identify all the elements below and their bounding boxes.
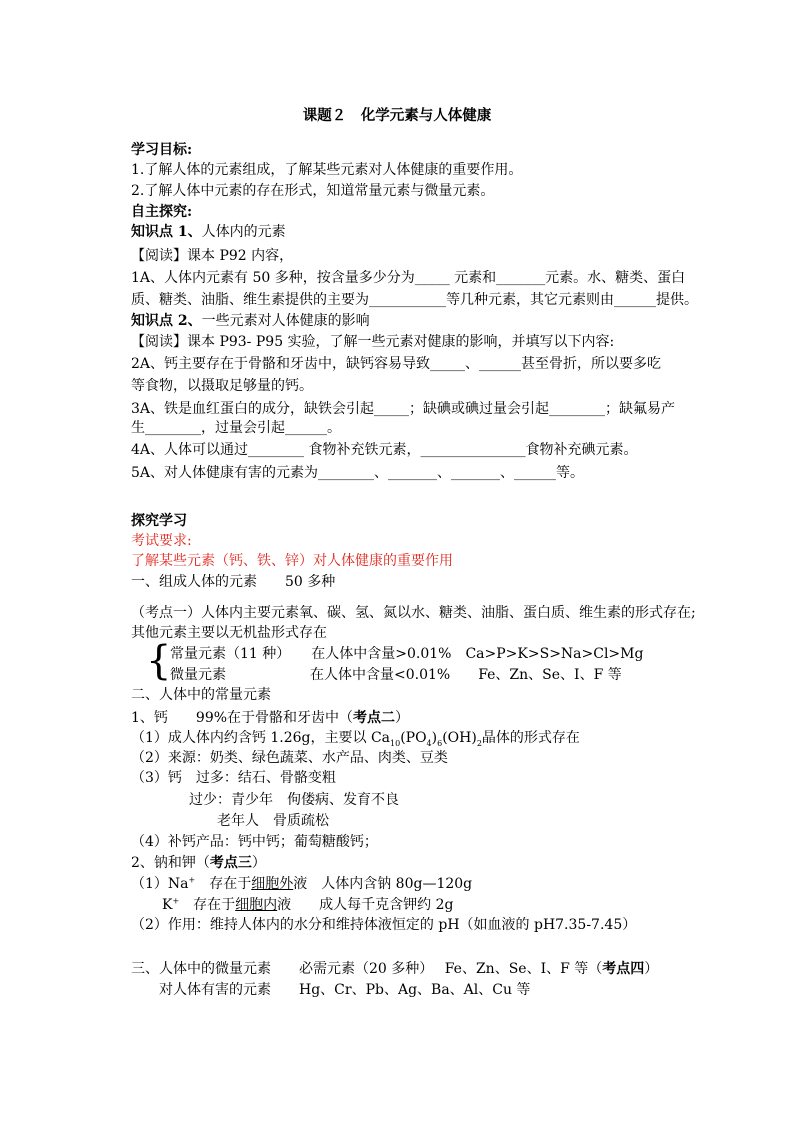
question-1b: 质、糖类、油脂、维生素提供的主要为___________等几种元素，其它元素则由______提供。 bbox=[131, 292, 698, 308]
sodium-line bbox=[131, 874, 472, 894]
ca1-mid2: ) bbox=[431, 730, 438, 746]
calcium-heading bbox=[131, 708, 409, 728]
kp1-text: 人体内的元素 bbox=[201, 224, 286, 240]
section-2-heading: 二、人体中的常量元素 bbox=[131, 687, 271, 703]
calcium-item-3a: （3）钙 过多：结石、骨骼变粗 bbox=[131, 770, 336, 786]
sodium-potassium-heading bbox=[131, 853, 266, 873]
question-4: 4A、人体可以通过________ 食物补充铁元素，_______________食物补充碘元素。 bbox=[131, 442, 638, 458]
read-instruction-2: 【阅读】课本 P93- P95 实验，了解一些元素对健康的影响，并填写以下内容: bbox=[131, 334, 615, 350]
study-heading: 探究学习 bbox=[131, 513, 187, 529]
nak-head: 2、钠和钾（ bbox=[131, 855, 210, 871]
k-mid: 存在于 bbox=[179, 897, 236, 913]
question-3a: 3A、铁是血红蛋白的成分，缺铁会引起_____；缺碘或碘过量会引起________；缺氟易产 bbox=[131, 401, 676, 417]
ca1-sub2: 4 bbox=[426, 738, 432, 748]
trace-elements-line: 微量元素 在人体中含量<0.01% Fe、Zn、Se、I、F 等 bbox=[170, 667, 622, 683]
nak-tail: ） bbox=[251, 855, 266, 871]
s3-tail: ） bbox=[644, 961, 659, 977]
kp2-text: 一些元素对人体健康的影响 bbox=[201, 313, 370, 329]
brace-symbol: { bbox=[146, 638, 172, 684]
calcium-item-4: （4）补钙产品：钙中钙；葡萄糖酸钙； bbox=[131, 834, 378, 850]
na-underlined: 细胞外 bbox=[251, 876, 294, 892]
potassium-line bbox=[162, 895, 454, 915]
s3-pre: 三、人体中的微量元素 必需元素（20 多种） Fe、Zn、Se、I、F 等（ bbox=[131, 961, 603, 977]
k-sup: + bbox=[172, 896, 180, 906]
ca1-sub3: 6 bbox=[437, 738, 443, 748]
ca1-sub4: 2 bbox=[476, 738, 482, 748]
ca1-post: 晶体的形式存在 bbox=[481, 730, 580, 746]
na-mid: 存在于 bbox=[195, 876, 252, 892]
question-2b: 等食物，以摄取足够量的钙。 bbox=[131, 378, 313, 394]
calcium-item-1 bbox=[131, 728, 580, 748]
goal-item-1: 1.了解人体的元素组成，了解某些元素对人体健康的重要作用。 bbox=[131, 162, 523, 178]
exam-point-3-label: 考点三 bbox=[209, 855, 252, 871]
k-post: 液 成人每千克含钾约 2g bbox=[277, 897, 454, 913]
question-5: 5A、对人体健康有害的元素为________、_______、_______、______等。 bbox=[131, 465, 585, 481]
exam-point-1: （考点一）人体内主要元素氧、碳、氢、氮以水、糖类、油脂、蛋白质、维生素的形式存在; bbox=[131, 605, 696, 621]
harmful-elements-line: 对人体有害的元素 Hg、Cr、Pb、Ag、Ba、Al、Cu 等 bbox=[159, 982, 531, 998]
knowledge-point-2 bbox=[131, 311, 370, 331]
exam-requirement-label: 考试要求: bbox=[131, 533, 192, 549]
kp2-label: 知识点 2、 bbox=[131, 313, 202, 329]
question-3b: 生________，过量会引起______。 bbox=[131, 420, 341, 436]
calcium-item-2: （2）来源：奶类、绿色蔬菜、水产品、肉类、豆类 bbox=[131, 750, 448, 766]
explore-heading: 自主探究: bbox=[131, 204, 193, 220]
section-1-heading: 一、组成人体的元素 50 多种 bbox=[131, 574, 336, 590]
na-sup: + bbox=[188, 875, 196, 885]
question-2a: 2A、钙主要存在于骨骼和牙齿中，缺钙容易导致_____、______甚至骨折，所以要多吃 bbox=[131, 356, 662, 372]
calcium-item-3c: 老年人 骨质疏松 bbox=[217, 813, 329, 829]
ca1-sub1: 10 bbox=[390, 738, 401, 748]
na-post: 液 人体内含钠 80g—120g bbox=[293, 876, 473, 892]
read-instruction-1: 【阅读】课本 P92 内容， bbox=[131, 248, 294, 264]
kp1-label: 知识点 1、 bbox=[131, 224, 202, 240]
section-3-heading bbox=[131, 959, 658, 979]
calcium-item-3b: 过少：青少年 佝偻病、发育不良 bbox=[189, 792, 399, 808]
exam-requirement-text: 了解某些元素（钙、铁、锌）对人体健康的重要作用 bbox=[131, 553, 453, 569]
goal-item-2: 2.了解人体中元素的存在形式，知道常量元素与微量元素。 bbox=[131, 183, 495, 199]
k-underlined: 细胞内 bbox=[235, 897, 278, 913]
question-1a: 1A、人体内元素有 50 多种，按含量多少分为_____ 元素和_______元素。水、糖类、蛋白 bbox=[131, 270, 686, 286]
calcium-heading-text: 1、钙 99%在于骨骼和牙齿中（ bbox=[131, 710, 354, 726]
exam-point-2-label: 考点二 bbox=[353, 710, 396, 726]
goals-heading: 学习目标: bbox=[131, 142, 193, 158]
ca1-mid3: (OH) bbox=[442, 730, 477, 746]
exam-point-4-label: 考点四 bbox=[602, 961, 645, 977]
k-pre: K bbox=[162, 897, 173, 913]
ca1-mid1: (PO bbox=[400, 730, 427, 746]
na-pre: （1）Na bbox=[131, 876, 189, 892]
function-line: （2）作用：维持人体内的水分和维持体液恒定的 pH（如血液的 pH7.35-7.45） bbox=[131, 917, 637, 933]
page-title: 课题２ 化学元素与人体健康 bbox=[302, 107, 492, 124]
ca1-pre: （1）成人体内约含钙 1.26g，主要以 Ca bbox=[131, 730, 390, 746]
calcium-heading-tail: ） bbox=[395, 710, 410, 726]
exam-point-1-cont: 其他元素主要以无机盐形式存在 bbox=[131, 625, 327, 641]
major-elements-line: 常量元素（11 种） 在人体中含量>0.01% Ca>P>K>S>Na>Cl>Mg bbox=[170, 646, 644, 662]
knowledge-point-1 bbox=[131, 222, 286, 242]
